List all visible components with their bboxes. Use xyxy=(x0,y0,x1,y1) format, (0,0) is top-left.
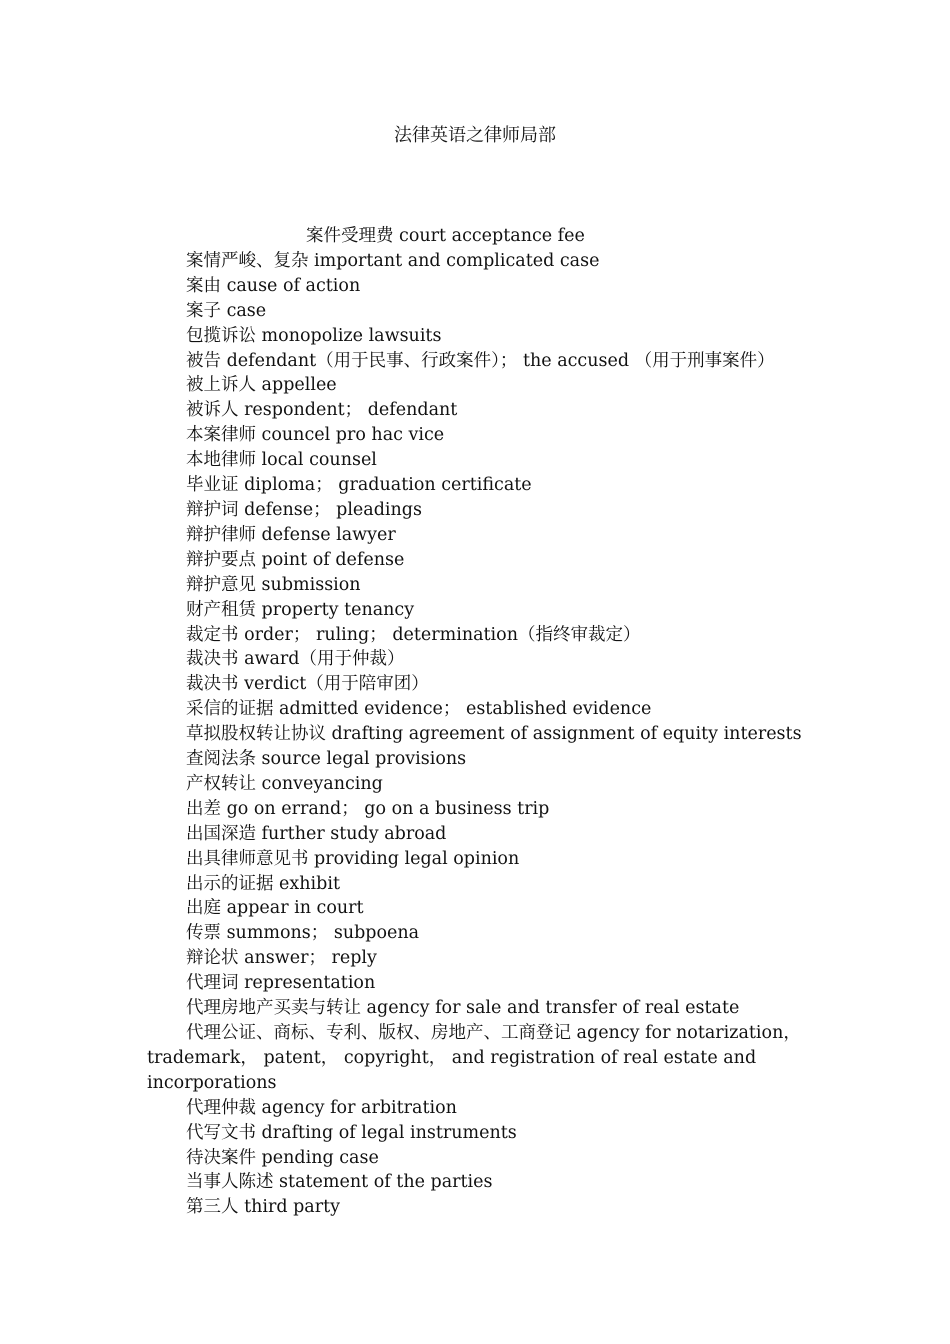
document-title: 法律英语之律师局部 xyxy=(394,125,556,146)
glossary-entry: 辩护意见 submission xyxy=(186,574,361,595)
glossary-entry: 裁决书 award（用于仲裁） xyxy=(186,649,405,670)
glossary-entry: 财产租赁 property tenancy xyxy=(186,599,415,620)
glossary-entry: 代理仲裁 agency for arbitration xyxy=(186,1097,457,1118)
glossary-entry: 案情严峻、复杂 important and complicated case xyxy=(186,250,600,271)
glossary-entry: 出具律师意见书 providing legal opinion xyxy=(186,848,520,869)
glossary-entry: 辩护词 defense； pleadings xyxy=(186,499,422,520)
glossary-entry: 案子 case xyxy=(186,300,267,321)
glossary-entry: 案件受理费 court acceptance fee xyxy=(306,226,585,246)
glossary-entry: 代理词 representation xyxy=(186,973,376,994)
glossary-entry: 出国深造 further study abroad xyxy=(186,823,447,844)
glossary-entry: 裁决书 verdict（用于陪审团） xyxy=(186,674,429,695)
glossary-entry: 查阅法条 source legal provisions xyxy=(186,749,467,770)
glossary-entry: 本案律师 councel pro hac vice xyxy=(186,425,445,446)
glossary-entry: 代理房地产买卖与转让 agency for sale and transfer of real estate xyxy=(186,998,740,1019)
glossary-list xyxy=(147,224,807,1220)
glossary-entry: 辩论状 answer； reply xyxy=(186,948,377,969)
glossary-entry: 辩护要点 point of defense xyxy=(186,549,405,570)
glossary-entry: 代写文书 drafting of legal instruments xyxy=(186,1122,517,1143)
glossary-entry: 包揽诉讼 monopolize lawsuits xyxy=(186,325,442,346)
glossary-entry: 当事人陈述 statement of the parties xyxy=(186,1172,493,1193)
glossary-entry: 第三人 third party xyxy=(186,1197,341,1218)
glossary-entry: 采信的证据 admitted evidence； established evidence xyxy=(186,699,652,720)
glossary-entry: 出示的证据 exhibit xyxy=(186,873,340,894)
glossary-entry: 毕业证 diploma； graduation certificate xyxy=(186,475,532,496)
glossary-entry: 辩护律师 defense lawyer xyxy=(186,524,396,545)
glossary-entry: 草拟股权转让协议 drafting agreement of assignment of equity interests xyxy=(186,724,802,745)
glossary-entry: 被上诉人 appellee xyxy=(186,375,337,396)
glossary-entry: 出庭 appear in court xyxy=(186,898,364,919)
glossary-entry: 案由 cause of action xyxy=(186,275,361,296)
glossary-entry: 代理公证、商标、专利、版权、房地产、工商登记 agency for notarization， trademark， patent， copyright， and registration of real estate and incorporations xyxy=(147,1023,801,1093)
glossary-entry: 本地律师 local counsel xyxy=(186,450,377,471)
glossary-entry: 产权转让 conveyancing xyxy=(186,773,383,794)
glossary-entry: 出差 go on errand； go on a business trip xyxy=(186,798,550,819)
glossary-entry: 传票 summons； subpoena xyxy=(186,923,420,944)
glossary-entry: 待决案件 pending case xyxy=(186,1147,379,1168)
glossary-entry: 被告 defendant（用于民事、行政案件）； the accused （用于刑事案件） xyxy=(186,350,775,371)
glossary-entry: 裁定书 order； ruling； determination（指终审裁定） xyxy=(186,624,641,645)
glossary-entry: 被诉人 respondent； defendant xyxy=(186,400,458,421)
